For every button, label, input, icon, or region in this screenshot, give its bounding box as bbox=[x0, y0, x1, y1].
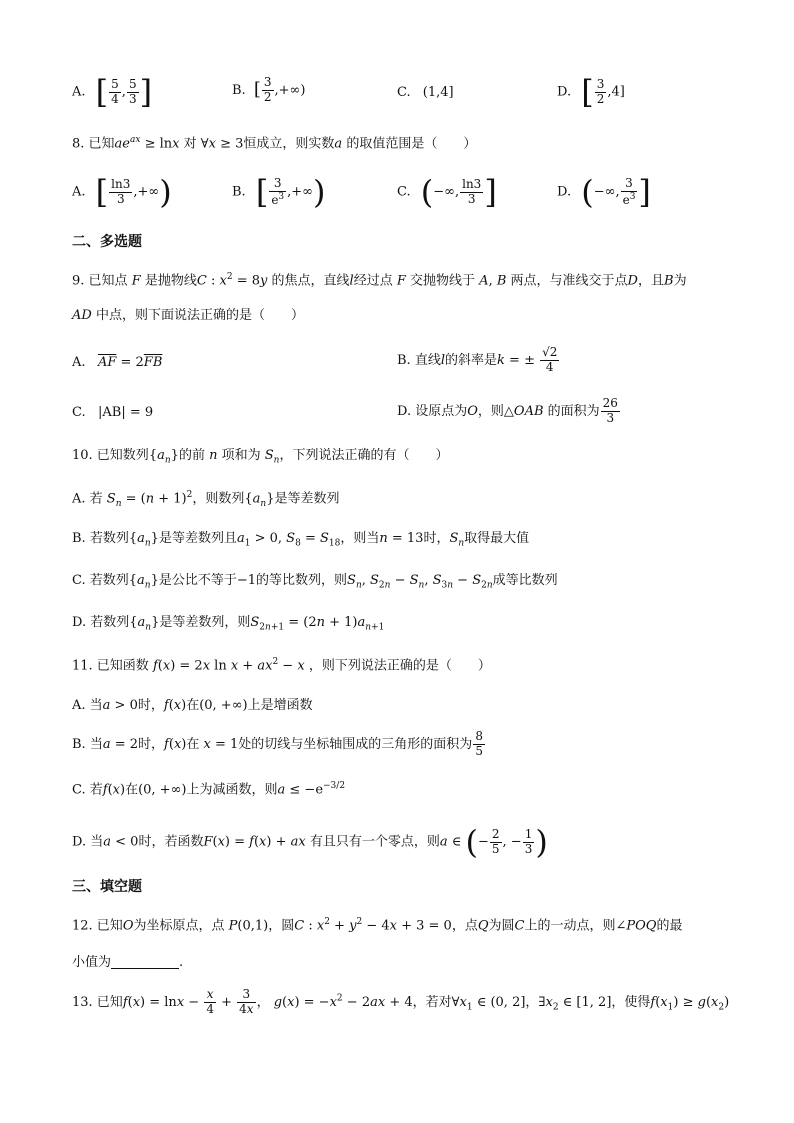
q9-stem-line2: AD 中点，则下面说法正确的是（ ） bbox=[72, 308, 304, 323]
q9-option-a[interactable]: A. $\overline{AF} = 2\overline{FB}$ bbox=[72, 355, 163, 370]
q11-option-a[interactable]: A. 当a > 0时，f(x)在(0, +∞)上是增函数 bbox=[72, 698, 313, 713]
q10-option-a[interactable]: A. 若 $S_n = (n + 1)^2$，则数列$\{a_n\}$是等差数列 bbox=[72, 490, 340, 509]
q8-option-d[interactable]: D. (−∞, $\frac{3}{e^3}$ ] bbox=[557, 173, 651, 211]
q9-option-d[interactable]: D. 设原点为O，则△OAB 的面积为 $\frac{26}{3}$ bbox=[397, 396, 618, 425]
q7-option-a[interactable]: A. [ $\frac{5}{4}$ , $\frac{5}{3}$ ] bbox=[72, 73, 153, 111]
q8-stem: 8. 已知$ae^{ax} \ge \ln x$ 对 ∀x ≥ 3恒成立，则实数a 的取值范围是（ ） bbox=[72, 135, 477, 152]
q10-option-c[interactable]: C. 若数列$\{a_n\}$是公比不等于−1的等比数列，则$S_n$, $S_{2n} - S_n$, $S_{3n} - S_{2n}$成等比数列 bbox=[72, 573, 558, 591]
q7-option-c[interactable]: C. (1,4] bbox=[397, 85, 454, 100]
section-heading-fill: 三、填空题 bbox=[72, 879, 142, 895]
q11-option-b[interactable]: B. 当a = 2时，f(x)在 x = 1处的切线与坐标轴围成的三角形的面积为 $\frac{8}{5}$ bbox=[72, 729, 483, 758]
q9-option-c[interactable]: C. |AB| = 9 bbox=[72, 405, 154, 420]
q9-stem-line1: 9. 已知点 F 是抛物线C : $x^2 = 8y$ 的焦点，直线l经过点 F 交抛物线于 A, B 两点，与准线交于点D，且B为 bbox=[72, 272, 687, 289]
q13-stem: 13. 已知f(x) = lnx − $\frac{x}{4}$ + $\frac{3}{4x}$ ， $g(x) = -x^2 - 2ax + 4$，若对$\forall x_1$ ∈ (0, 2]，$\exists x_2$ ∈ [1, 2]，使得$f(x_1) \ge g(x_2)$ bbox=[72, 987, 730, 1016]
q12-stem-line2: 小值为 . bbox=[72, 955, 184, 970]
q10-option-b[interactable]: B. 若数列$\{a_n\}$是等差数列且$a_1 > 0$, $S_8 = S_{18}$，则当n = 13时，$S_n$取得最大值 bbox=[72, 531, 530, 549]
q8-option-c[interactable]: C. (−∞, $\frac{\ln 3}{3}$ ] bbox=[397, 173, 497, 211]
q10-option-d[interactable]: D. 若数列$\{a_n\}$是等差数列，则$S_{2n+1} = (2n + 1)a_{n+1}$ bbox=[72, 615, 385, 633]
section-heading-multi: 二、多选题 bbox=[72, 234, 142, 250]
q8-option-a[interactable]: A. [ $\frac{\ln 3}{3}$ ,+∞) bbox=[72, 173, 172, 211]
q7-option-b[interactable]: B. [ $\frac{3}{2}$ ,+∞) bbox=[232, 75, 306, 104]
q11-option-d[interactable]: D. 当a < 0时，若函数F(x) = f(x) + ax 有且只有一个零点，则a ∈ (− $\frac{2}{5}$ , − $\frac{1}{3}$ ) bbox=[72, 823, 548, 861]
q11-stem: 11. 已知函数 f(x) = 2x $\ln x + ax^2 - x$ ，则下列说法正确的是（ ） bbox=[72, 657, 491, 674]
q8-option-b[interactable]: B. [ $\frac{3}{e^3}$ ,+∞) bbox=[232, 173, 326, 211]
q7-option-d[interactable]: D. [ $\frac{3}{2}$ ,4] bbox=[557, 73, 625, 111]
answer-blank[interactable] bbox=[111, 968, 179, 969]
q9-option-b[interactable]: B. 直线l的斜率是k = ± $\frac{√2}{4}$ bbox=[397, 345, 558, 374]
q10-stem: 10. 已知数列$\{a_n\}$的前 n 项和为 $S_n$，下列说法正确的有（ ） bbox=[72, 448, 449, 466]
q12-stem-line1: 12. 已知O为坐标原点，点 P(0,1)，圆C : $x^2 + y^2 - 4x + 3 = 0$，点Q为圆C上的一动点，则∠POQ的最 bbox=[72, 917, 683, 934]
q11-option-c[interactable]: C. 若f(x)在(0, +∞)上为减函数，则$a \le -e^{-3/2}$ bbox=[72, 781, 346, 798]
